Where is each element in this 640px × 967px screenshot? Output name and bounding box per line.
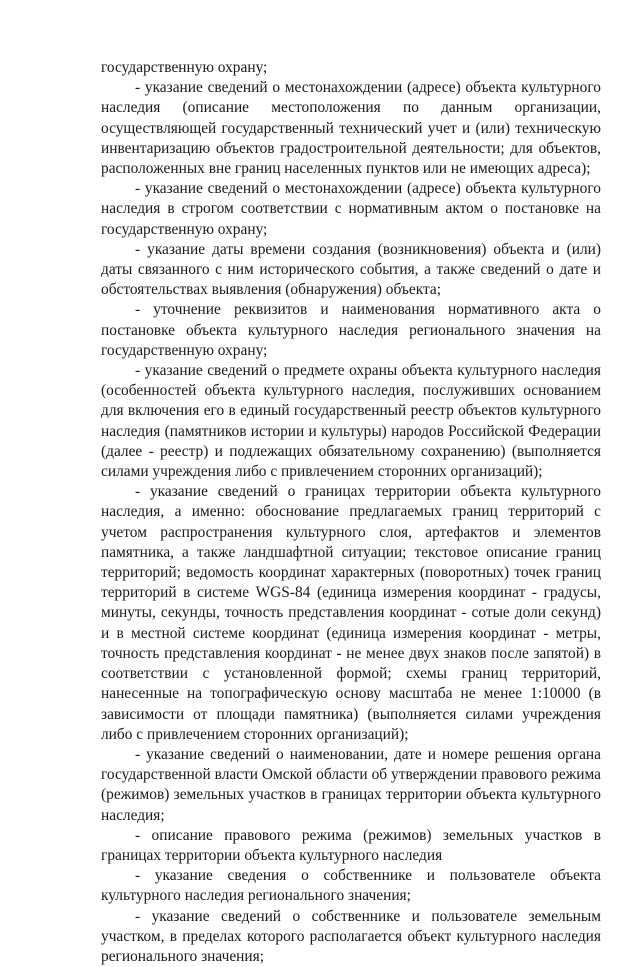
paragraph-land-owner: - указание сведений о собственнике и пользователе земельным участком, в пределах которого располагается объект культурного наследия регионального значения; — [101, 907, 601, 965]
paragraph-continuation: государственную охрану; — [101, 59, 268, 76]
paragraph-object-owner: - указание сведения о собственнике и пользователе объекта культурного наследия регионального значения; — [101, 867, 601, 905]
paragraph-normative-act-details: - уточнение реквизитов и наименования нормативного акта о постановке объекта культурного наследия регионального значения на государственную охрану; — [101, 301, 601, 359]
paragraph-protection-subject: - указание сведений о предмете охраны объекта культурного наследия (особенностей объекта культурного наследия, послуживших основанием для включения его в единый государственный реестр объектов культурного наследия (памятников истории и культуры) народов Российской Федерации (далее - реестр) и подлежащих обязательному сохранению) (выполняется силами учреждения либо с привлечением сторонних организаций); — [101, 362, 601, 481]
paragraph-creation-date: - указание даты времени создания (возникновения) объекта и (или) даты связанного с ним исторического события, а также сведений о дате и обстоятельствах выявления (обнаружения) объекта; — [101, 240, 601, 299]
paragraph-territory-boundaries: - указание сведений о границах территории объекта культурного наследия, а именно: обоснование предлагаемых границ территорий с учетом распространения культурного слоя, артефактов и элементов памятника, а также ландшафтной ситуации; текстовое описание границ территорий; ведомость координат характерных (поворотных) точек границ территорий в системе WGS-84 (единица измерения координат - градусы, минуты, секунды, точность представления координат - сотые доли секунд) и в местной системе координат (единица измерения координат - метры, точность представления координат - не менее двух знаков после запятой) в соответствии с установленной формой; схемы границ территорий, нанесенные на топографическую основу масштаба не менее 1:10000 (в зависимости от площади памятника) (выполняется силами учреждения либо с привлечением сторонних организаций); — [101, 483, 601, 743]
paragraph-land-regime-decision: - указание сведений о наименовании, дате и номере решения органа государственной власти Омской области об утверждении правового режима (режимов) земельных участков в границах территории объекта культурного наследия; — [101, 745, 601, 824]
paragraph-address-by-organization: - указание сведений о местонахождении (адресе) объекта культурного наследия (описание местоположения по данным организации, осуществляющей государственный технический учет и (или) техническую инвентаризацию объектов градостроительной деятельности; для объектов, расположенных вне границ населенных пунктов или не имеющих адреса); — [101, 79, 601, 178]
paragraph-land-regime-description: - описание правового режима (режимов) земельных участков в границах территории объекта культурного наследия — [101, 826, 601, 864]
document-body — [101, 58, 601, 967]
paragraph-address-by-normative-act: - указание сведений о местонахождении (адресе) объекта культурного наследия в строгом соответствии с нормативным актом о постановке на государственную охрану; — [101, 180, 601, 238]
